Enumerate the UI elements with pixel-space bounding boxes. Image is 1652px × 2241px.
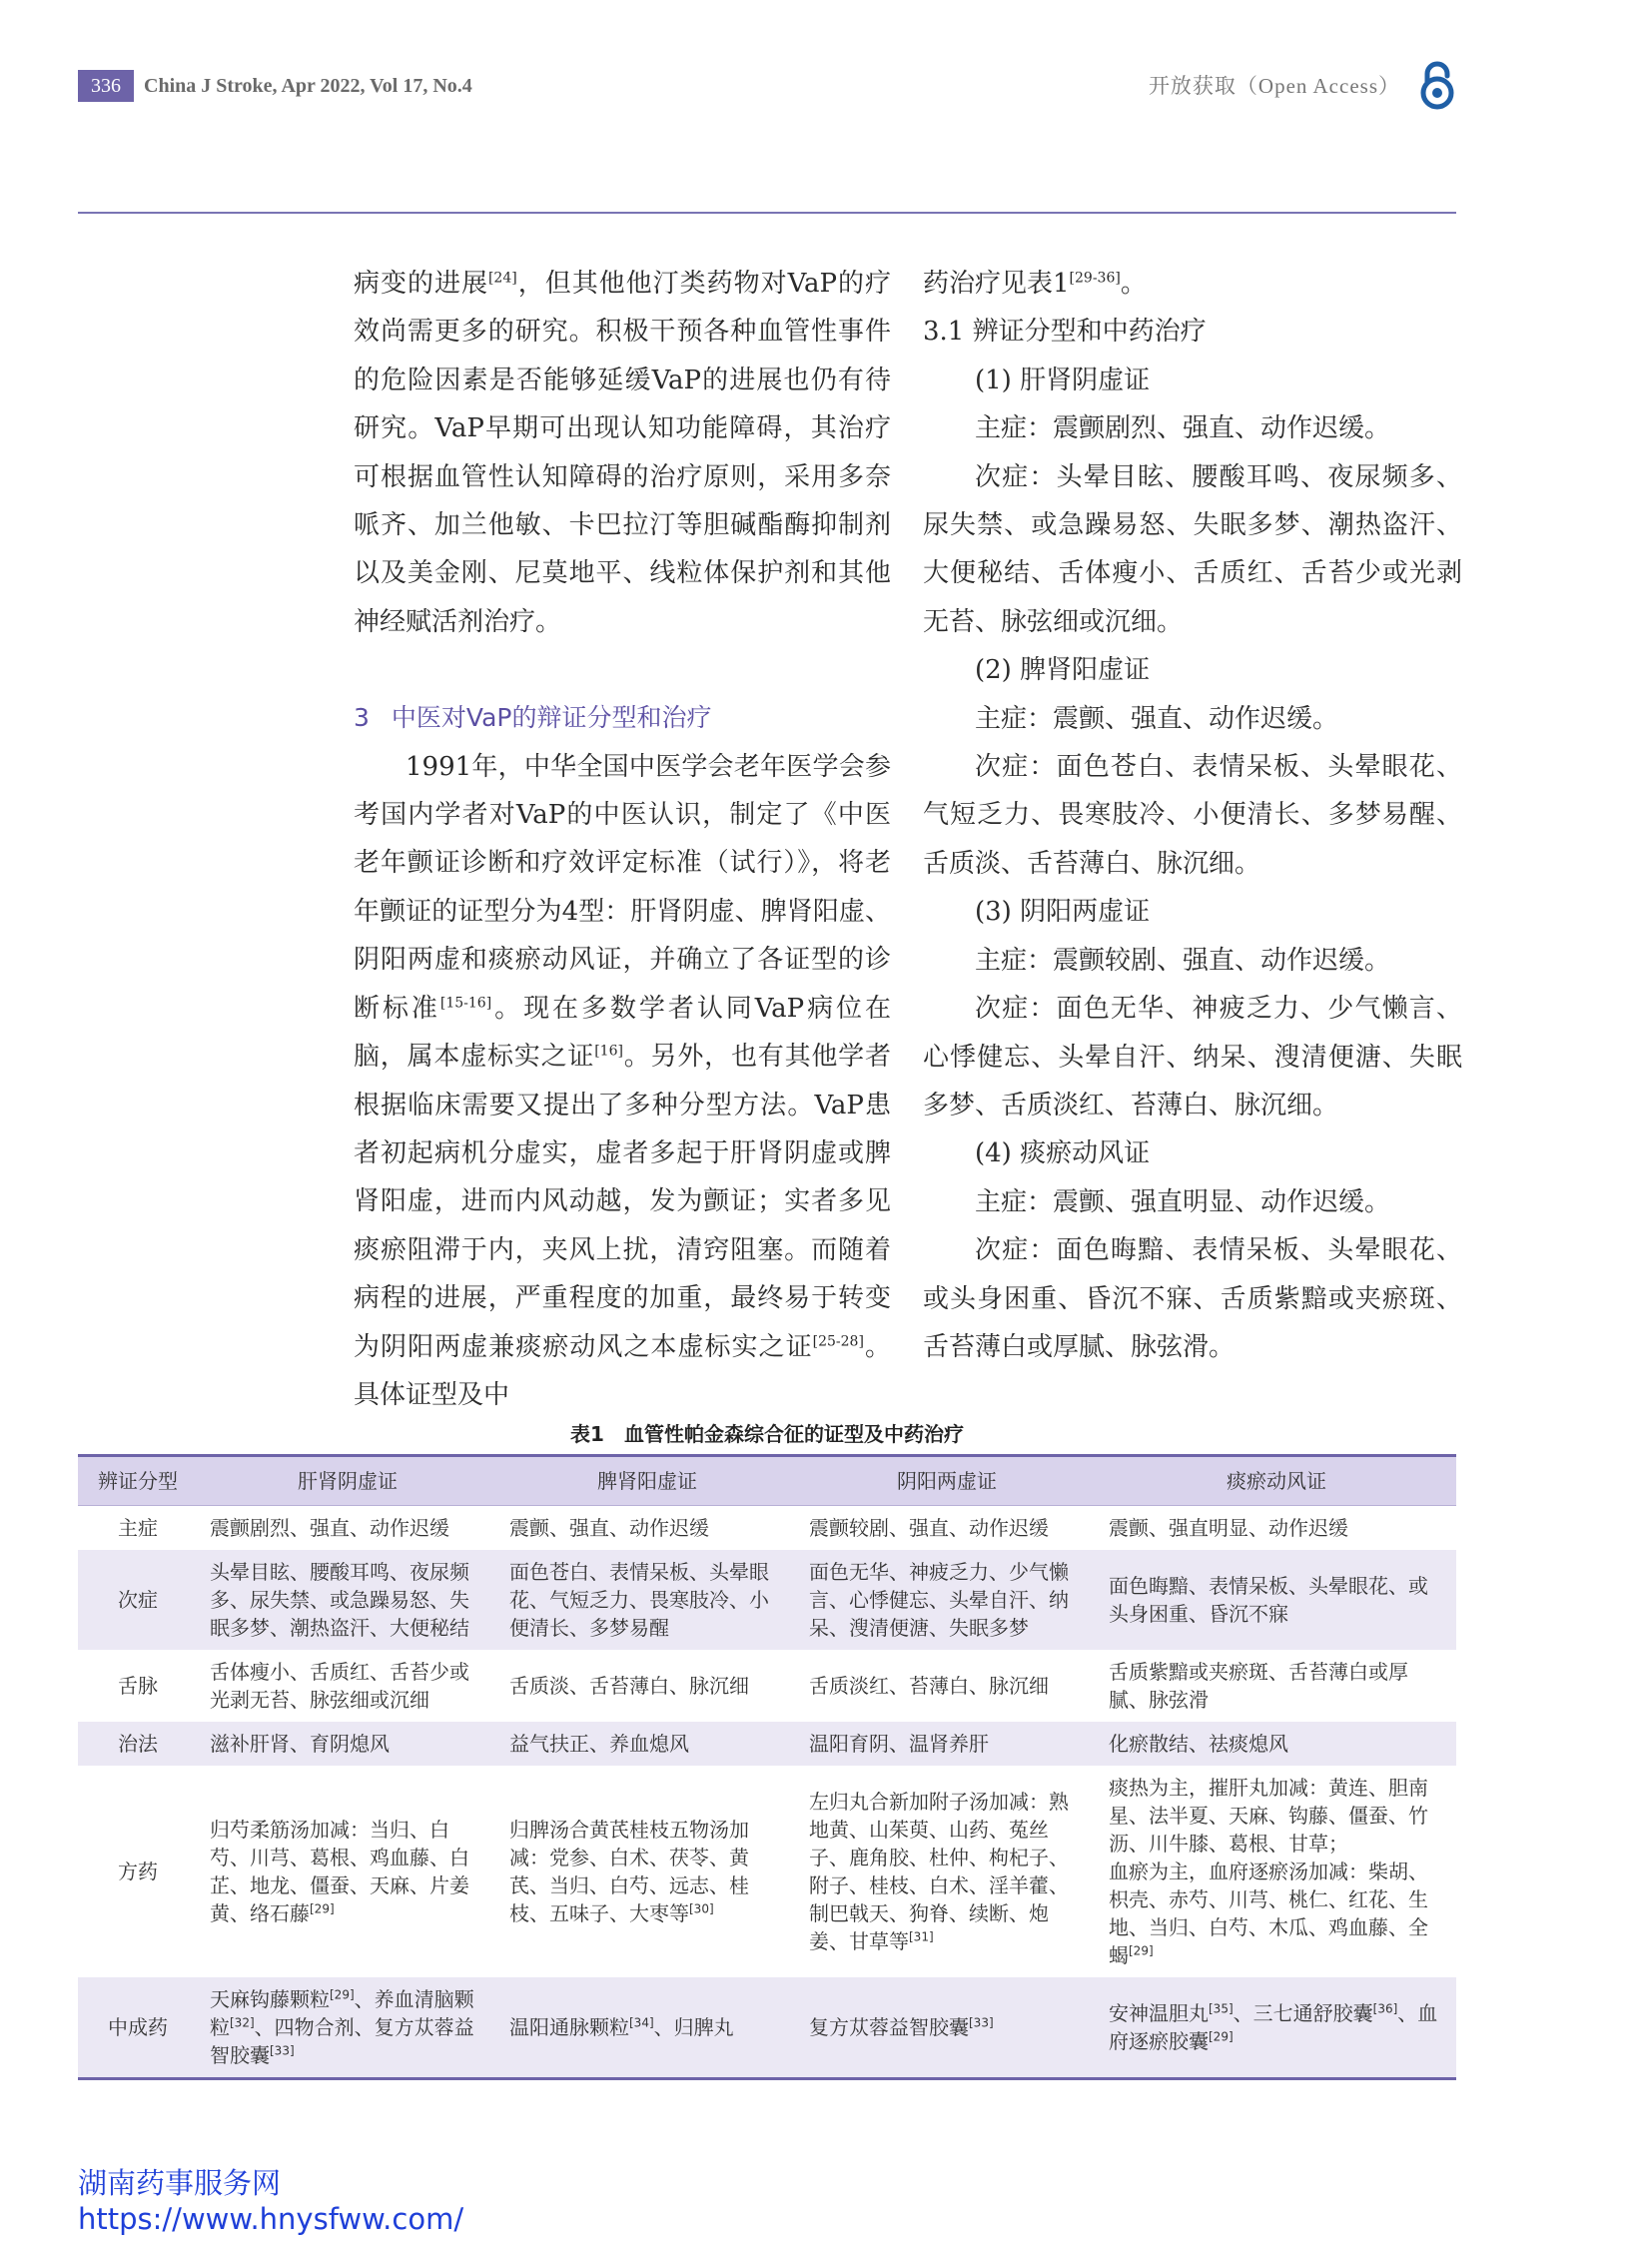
citation[interactable]: [34] — [629, 2015, 654, 2030]
table-cell: 震颤剧烈、强直、动作迟缓 — [210, 1516, 449, 1540]
table-cell: 舌质淡、舌苔薄白、脉沉细 — [509, 1674, 749, 1698]
table-cell: 益气扶正、养血熄风 — [497, 1722, 797, 1766]
main-symptoms: 主症：震颤较剧、强直、动作迟缓。 — [975, 945, 1391, 976]
table-caption: 表1 血管性帕金森综合征的证型及中药治疗 — [570, 1422, 964, 1446]
citation[interactable]: [16] — [594, 1043, 623, 1060]
main-symptoms: 主症：震颤剧烈、强直、动作迟缓。 — [975, 413, 1391, 444]
right-column — [923, 260, 1462, 1371]
syndrome-title: (4) 痰瘀动风证 — [975, 1138, 1151, 1169]
table-cell: 震颤较剧、强直、动作迟缓 — [809, 1516, 1049, 1540]
syndrome-title: (3) 阴阳两虚证 — [975, 897, 1151, 928]
citation[interactable]: [15-16] — [439, 995, 492, 1012]
citation[interactable]: [29] — [1209, 2029, 1234, 2044]
citation[interactable]: [29] — [1129, 1943, 1154, 1958]
table-cell: 归芍柔筋汤加减：当归、白芍、川芎、葛根、鸡血藤、白芷、地龙、僵蚕、天麻、片姜黄、络石藤[29] — [210, 1818, 469, 1925]
table-cell: 震颤、强直、动作迟缓 — [509, 1516, 709, 1540]
table-cell: 舌质淡红、苔薄白、脉沉细 — [809, 1674, 1049, 1698]
table-cell: 左归丸合新加附子汤加减：熟地黄、山茱萸、山药、菟丝子、鹿角胶、杜仲、枸杞子、附子、桂枝、白术、淫羊藿、制巴戟天、狗脊、续断、炮姜、甘草等[31] — [809, 1790, 1069, 1953]
table-row — [78, 1722, 1456, 1766]
secondary-symptoms: 次症：面色苍白、表情呆板、头晕眼花、气短乏力、畏寒肢冷、小便清长、多梦易醒、舌质淡、舌苔薄白、脉沉细。 — [923, 752, 1462, 879]
paragraph-tcm-history: 1991年，中华全国中医学会老年医学会参考国内学者对VaP的中医认识，制定了《中医老年颤证诊断和疗效评定标准（试行）》，将老年颤证的证型分为4型：肝肾阴虚、脾肾阳虚、阴阳两虚和痰瘀动风证，并确立了各证型的诊断标准[15-16]。现在多数学者认同VaP病位在脑，属本虚标实之证[16]。另外，也有其他学者根据临床需要又提出了多种分型方法。VaP患者初起病机分虚实，虚者多起于肝肾阴虚或脾肾阳虚，进而内风动越，发为颤证；实者多见痰瘀阻滞于内，夹风上扰，清窍阻塞。而随着病程的进展，严重程度的加重，最终易于转变为阴阳两虚兼痰瘀动风之本虚标实之证[25-28]。具体证型及中 — [354, 751, 891, 1410]
left-column — [354, 260, 891, 1419]
row-label: 中成药 — [78, 1977, 198, 2079]
table-cell: 安神温胆丸[35]、三七通舒胶囊[36]、血府逐瘀胶囊[29] — [1097, 1977, 1456, 2079]
citation[interactable]: [36] — [1372, 2001, 1398, 2016]
citation[interactable]: [25-28] — [812, 1332, 864, 1349]
watermark-footer — [78, 2165, 463, 2237]
watermark-url[interactable]: https://www.hnysfww.com/ — [78, 2202, 464, 2236]
table-cell: 舌质紫黯或夹瘀斑、舌苔薄白或厚腻、脉弦滑 — [1109, 1660, 1408, 1712]
row-label: 舌脉 — [118, 1674, 158, 1698]
table-row — [78, 1650, 1456, 1722]
column-header: 肝肾阴虚证 — [198, 1456, 497, 1506]
table-cell: 天麻钩藤颗粒[29]、养血清脑颗粒[32]、四物合剂、复方苁蓉益智胶囊[33] — [198, 1977, 497, 2079]
citation[interactable]: [33] — [270, 2043, 295, 2058]
citation[interactable]: [30] — [689, 1901, 714, 1916]
table-cell: 滋补肝肾、育阴熄风 — [198, 1722, 497, 1766]
row-label: 治法 — [78, 1722, 198, 1766]
syndrome-table — [78, 1454, 1456, 2080]
citation[interactable]: [29] — [330, 1987, 355, 2002]
table-row — [78, 1506, 1456, 1551]
open-access-lock-icon — [1418, 60, 1456, 110]
paragraph-statin: 病变的进展[24]，但其他他汀类药物对VaP的疗效尚需更多的研究。积极干预各种血管性事件的危险因素是否能够延缓VaP的进展也仍有待研究。VaP早期可出现认知功能障碍，其治疗可根据血管性认知障碍的治疗原则，采用多奈哌齐、加兰他敏、卡巴拉汀等胆碱酯酶抑制剂以及美金刚、尼莫地平、线粒体保护剂和其他神经赋活剂治疗。 — [354, 269, 891, 637]
table-cell: 温阳育阴、温肾养肝 — [797, 1722, 1097, 1766]
citation[interactable]: [31] — [909, 1929, 934, 1944]
column-header: 痰瘀动风证 — [1097, 1456, 1456, 1506]
table-cell: 舌体瘦小、舌质红、舌苔少或光剥无苔、脉弦细或沉细 — [210, 1660, 469, 1712]
syndrome-title: (2) 脾肾阳虚证 — [975, 655, 1151, 686]
table-cell: 温阳通脉颗粒[34]、归脾丸 — [497, 1977, 797, 2079]
row-label: 方药 — [118, 1860, 158, 1883]
subsection-heading: 3.1 辨证分型和中药治疗 — [923, 317, 1207, 348]
table-row — [78, 1766, 1456, 1977]
table-cell: 化瘀散结、祛痰熄风 — [1097, 1722, 1456, 1766]
page-number: 336 — [78, 70, 134, 102]
citation[interactable]: [24] — [487, 270, 517, 287]
row-label: 次症 — [78, 1550, 198, 1650]
column-header: 脾肾阳虚证 — [497, 1456, 797, 1506]
table-cell: 归脾汤合黄芪桂枝五物汤加减：党参、白术、茯苓、黄芪、当归、白芍、远志、桂枝、五味子、大枣等[30] — [509, 1818, 749, 1925]
main-symptoms: 主症：震颤、强直、动作迟缓。 — [975, 703, 1339, 734]
syndrome-title: (1) 肝肾阴虚证 — [975, 365, 1151, 395]
main-symptoms: 主症：震颤、强直明显、动作迟缓。 — [975, 1186, 1391, 1217]
secondary-symptoms: 次症：面色晦黯、表情呆板、头晕眼花、或头身困重、昏沉不寐、舌质紫黯或夹瘀斑、舌苔薄白或厚腻、脉弦滑。 — [923, 1235, 1462, 1362]
section-heading: 3 中医对VaP的辩证分型和治疗 — [354, 703, 712, 733]
secondary-symptoms: 次症：面色无华、神疲乏力、少气懒言、心悸健忘、头晕自汗、纳呆、溲清便溏、失眠多梦、舌质淡红、苔薄白、脉沉细。 — [923, 994, 1462, 1120]
page-header — [78, 64, 1456, 112]
column-header: 辨证分型 — [78, 1456, 198, 1506]
secondary-symptoms: 次症：头晕目眩、腰酸耳鸣、夜尿频多、尿失禁、或急躁易怒、失眠多梦、潮热盗汗、大便秘结、舌体瘦小、舌质红、舌苔少或光剥无苔、脉弦细或沉细。 — [923, 461, 1462, 637]
citation[interactable]: [35] — [1209, 2001, 1234, 2016]
citation[interactable]: [29] — [310, 1901, 335, 1916]
citation[interactable]: [29-36] — [1069, 270, 1121, 287]
open-access-label: 开放获取（Open Access） — [1148, 74, 1400, 98]
header-divider — [78, 212, 1456, 214]
citation[interactable]: [33] — [969, 2015, 994, 2030]
table-cell: 痰热为主，摧肝丸加减：黄连、胆南星、法半夏、天麻、钩藤、僵蚕、竹沥、川牛膝、葛根、甘草； 血瘀为主，血府逐瘀汤加减：柴胡、枳壳、赤芍、川芎、桃仁、红花、生地、当归、白芍、木瓜、鸡血藤、全蝎[29] — [1109, 1776, 1428, 1967]
table-cell: 震颤、强直明显、动作迟缓 — [1109, 1516, 1348, 1540]
table-cell: 复方苁蓉益智胶囊[33] — [797, 1977, 1097, 2079]
citation[interactable]: [32] — [230, 2015, 255, 2030]
table-header-row — [78, 1456, 1456, 1506]
paragraph-intro: 药治疗见表1[29-36]。 — [923, 269, 1147, 299]
watermark-site-name: 湖南药事服务网 — [78, 2166, 282, 2200]
table-row — [78, 1550, 1456, 1650]
row-label: 主症 — [118, 1516, 158, 1540]
column-header: 阴阳两虚证 — [797, 1456, 1097, 1506]
journal-citation: China J Stroke, Apr 2022, Vol 17, No.4 — [144, 75, 472, 97]
table-cell: 头晕目眩、腰酸耳鸣、夜尿频多、尿失禁、或急躁易怒、失眠多梦、潮热盗汗、大便秘结 — [198, 1550, 497, 1650]
table-cell: 面色苍白、表情呆板、头晕眼花、气短乏力、畏寒肢冷、小便清长、多梦易醒 — [497, 1550, 797, 1650]
table-cell: 面色晦黯、表情呆板、头晕眼花、或头身困重、昏沉不寐 — [1097, 1550, 1456, 1650]
table-row — [78, 1977, 1456, 2079]
table-cell: 面色无华、神疲乏力、少气懒言、心悸健忘、头晕自汗、纳呆、溲清便溏、失眠多梦 — [797, 1550, 1097, 1650]
